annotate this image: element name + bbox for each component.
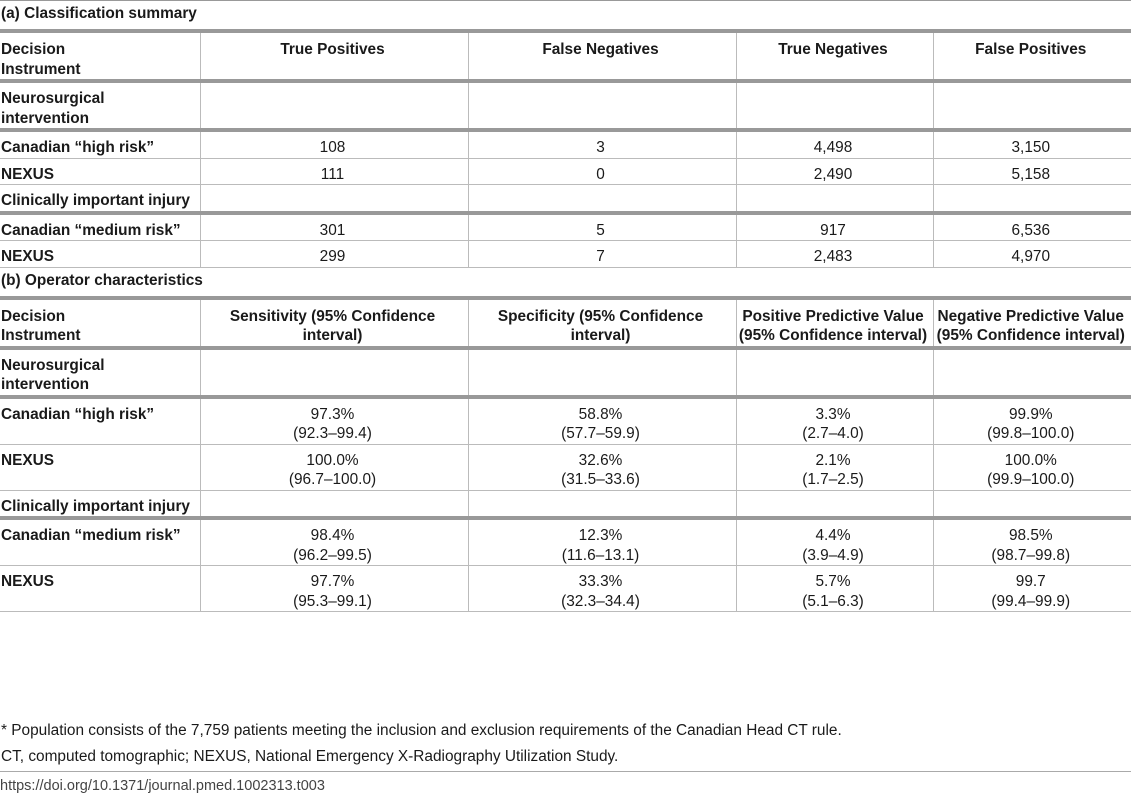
- table-cell: 111: [200, 158, 468, 185]
- table-cell: 99.7 (99.4–99.9): [933, 566, 1131, 612]
- table-row: [0, 518, 1131, 566]
- group-label: Clinically important injury: [0, 490, 200, 518]
- table-cell: 0: [468, 158, 736, 185]
- empty-cell: [200, 348, 468, 397]
- table-row: [0, 130, 1131, 158]
- table-cell: 97.7% (95.3–99.1): [200, 566, 468, 612]
- column-header: Positive Predictive Value (95% Confidence interval): [736, 298, 933, 348]
- group-label: Neurosurgical intervention: [0, 81, 200, 130]
- section-title: (b) Operator characteristics: [0, 267, 1131, 298]
- row-label: Canadian “medium risk”: [0, 518, 200, 566]
- table-row: [0, 566, 1131, 612]
- table-cell: 2,490: [736, 158, 933, 185]
- footnote-population: * Population consists of the 7,759 patients meeting the inclusion and exclusion requirements of the Canadian Head CT rule.: [1, 722, 842, 739]
- table-cell: 4,498: [736, 130, 933, 158]
- empty-cell: [468, 490, 736, 518]
- table-cell: 100.0% (99.9–100.0): [933, 444, 1131, 490]
- column-header-row: [0, 31, 1131, 81]
- row-label: Canadian “high risk”: [0, 130, 200, 158]
- table-row: [0, 444, 1131, 490]
- group-label: Clinically important injury: [0, 185, 200, 213]
- empty-cell: [736, 348, 933, 397]
- table-cell: 917: [736, 213, 933, 241]
- table-cell: 2.1% (1.7–2.5): [736, 444, 933, 490]
- empty-cell: [736, 490, 933, 518]
- table-cell: 4.4% (3.9–4.9): [736, 518, 933, 566]
- table-row: [0, 158, 1131, 185]
- table-cell: 2,483: [736, 241, 933, 268]
- table-cell: 5: [468, 213, 736, 241]
- empty-cell: [200, 490, 468, 518]
- empty-cell: [933, 348, 1131, 397]
- table-cell: 301: [200, 213, 468, 241]
- empty-cell: [468, 185, 736, 213]
- empty-cell: [200, 185, 468, 213]
- section-title-row: [0, 1, 1131, 32]
- table-cell: 33.3% (32.3–34.4): [468, 566, 736, 612]
- table-cell: 7: [468, 241, 736, 268]
- empty-cell: [933, 490, 1131, 518]
- table-cell: 32.6% (31.5–33.6): [468, 444, 736, 490]
- table-cell: 5,158: [933, 158, 1131, 185]
- table-cell: 108: [200, 130, 468, 158]
- column-header: Negative Predictive Value (95% Confidence interval): [933, 298, 1131, 348]
- column-header: Decision Instrument: [0, 298, 200, 348]
- row-label: NEXUS: [0, 566, 200, 612]
- empty-cell: [933, 81, 1131, 130]
- row-label: Canadian “high risk”: [0, 397, 200, 445]
- column-header: True Negatives: [736, 31, 933, 81]
- table-cell: 6,536: [933, 213, 1131, 241]
- group-row: [0, 81, 1131, 130]
- column-header: Specificity (95% Confidence interval): [468, 298, 736, 348]
- table-cell: 12.3% (11.6–13.1): [468, 518, 736, 566]
- column-header: True Positives: [200, 31, 468, 81]
- table-row: [0, 397, 1131, 445]
- table-cell: 5.7% (5.1–6.3): [736, 566, 933, 612]
- column-header: False Negatives: [468, 31, 736, 81]
- section-title-row: [0, 267, 1131, 298]
- table-cell: 3.3% (2.7–4.0): [736, 397, 933, 445]
- table-row: [0, 213, 1131, 241]
- empty-cell: [933, 185, 1131, 213]
- row-label: NEXUS: [0, 444, 200, 490]
- table-cell: 3: [468, 130, 736, 158]
- group-label: Neurosurgical intervention: [0, 348, 200, 397]
- empty-cell: [736, 185, 933, 213]
- table-cell: 98.5% (98.7–99.8): [933, 518, 1131, 566]
- column-header: Decision Instrument: [0, 31, 200, 81]
- row-label: NEXUS: [0, 241, 200, 268]
- table-cell: 4,970: [933, 241, 1131, 268]
- column-header: Sensitivity (95% Confidence interval): [200, 298, 468, 348]
- group-row: [0, 348, 1131, 397]
- doi-link[interactable]: https://doi.org/10.1371/journal.pmed.1002313.t003: [0, 771, 1131, 794]
- table-cell: 100.0% (96.7–100.0): [200, 444, 468, 490]
- table-row: [0, 241, 1131, 268]
- table-cell: 98.4% (96.2–99.5): [200, 518, 468, 566]
- empty-cell: [468, 348, 736, 397]
- group-row: [0, 185, 1131, 213]
- column-header-row: [0, 298, 1131, 348]
- table-cell: 3,150: [933, 130, 1131, 158]
- table-cell: 97.3% (92.3–99.4): [200, 397, 468, 445]
- table-footnotes: [0, 718, 1131, 770]
- empty-cell: [468, 81, 736, 130]
- table-cell: 99.9% (99.8–100.0): [933, 397, 1131, 445]
- empty-cell: [736, 81, 933, 130]
- empty-cell: [200, 81, 468, 130]
- group-row: [0, 490, 1131, 518]
- table-cell: 58.8% (57.7–59.9): [468, 397, 736, 445]
- section-title: (a) Classification summary: [0, 1, 1131, 32]
- row-label: NEXUS: [0, 158, 200, 185]
- row-label: Canadian “medium risk”: [0, 213, 200, 241]
- footnote-abbreviations: CT, computed tomographic; NEXUS, National Emergency X-Radiography Utilization Study.: [1, 748, 619, 765]
- column-header: False Positives: [933, 31, 1131, 81]
- table-cell: 299: [200, 241, 468, 268]
